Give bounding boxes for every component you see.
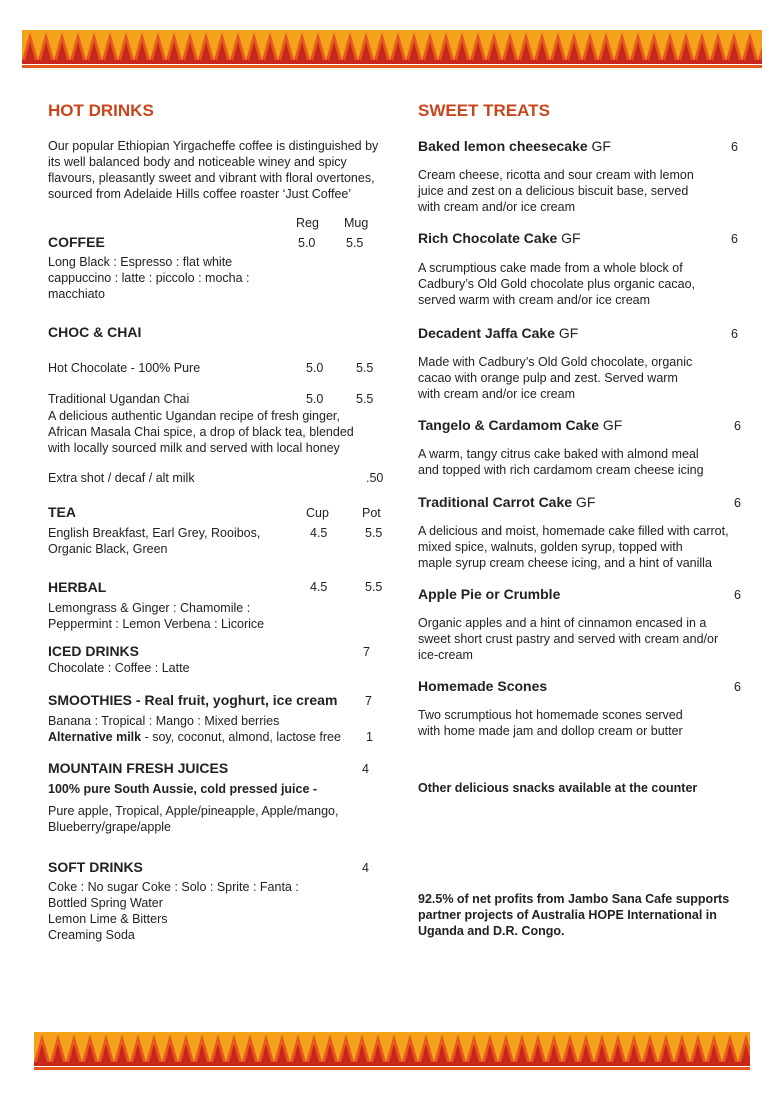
sweet-item-title: Apple Pie or Crumble	[418, 586, 561, 602]
coffee-mug-price: 5.5	[346, 236, 364, 250]
hot-chocolate-reg-price: 5.0	[306, 361, 324, 375]
decorative-top-band	[22, 30, 762, 70]
juices-title: MOUNTAIN FRESH JUICES	[48, 760, 229, 776]
tea-pot-label: Pot	[362, 506, 381, 520]
chai-description: A delicious authentic Ugandan recipe of fresh ginger, African Masala Chai spice, a drop of black tea, blended with locally sourced milk and served with local honey	[48, 409, 354, 455]
chai-reg-price: 5.0	[306, 392, 324, 406]
sweet-item-title: Homemade Scones	[418, 678, 548, 694]
sweet-item-description: Made with Cadbury’s Old Gold chocolate, organic cacao with orange pulp and zest. Served warm with cream and/or ice cream	[418, 355, 693, 401]
sweet-item-price: 6	[731, 232, 738, 246]
juices-description: Pure apple, Tropical, Apple/pineapple, Apple/mango, Blueberry/grape/apple	[48, 804, 339, 834]
coffee-title: COFFEE	[48, 234, 105, 250]
herbal-title: HERBAL	[48, 579, 107, 595]
chai-mug-price: 5.5	[356, 392, 374, 406]
tea-title: TEA	[48, 504, 76, 520]
decorative-bottom-band	[34, 1032, 750, 1072]
soft-drinks-price: 4	[362, 861, 369, 875]
profits-note: 92.5% of net profits from Jambo Sana Cafe supports partner projects of Australia HOPE International in Uganda and D.R. Congo.	[418, 892, 730, 938]
size-mug-label: Mug	[344, 216, 369, 230]
iced-drinks-title: ICED DRINKS	[48, 643, 140, 659]
sweet-item-price: 6	[731, 327, 738, 341]
sweet-item-title: Decadent Jaffa Cake GF	[418, 325, 579, 341]
sweet-item-price: 6	[734, 419, 741, 433]
sweet-item-title: Baked lemon cheesecake GF	[418, 138, 611, 154]
hot-drinks-heading: HOT DRINKS	[48, 101, 154, 120]
alternative-milk-line: Alternative milk - soy, coconut, almond, lactose free	[48, 730, 341, 744]
size-reg-label: Reg	[296, 216, 319, 230]
snacks-note: Other delicious snacks available at the counter	[418, 781, 698, 795]
coffee-reg-price: 5.0	[298, 236, 316, 250]
sweet-treats-heading: SWEET TREATS	[418, 101, 550, 120]
sweet-item-description: Two scrumptious hot homemade scones served with home made jam and dollop cream or butter	[418, 708, 683, 738]
tea-cup-price: 4.5	[310, 526, 328, 540]
tea-pot-price: 5.5	[365, 526, 383, 540]
tea-description: English Breakfast, Earl Grey, Rooibos, Organic Black, Green	[48, 526, 261, 556]
smoothies-description: Banana : Tropical : Mango : Mixed berries	[48, 714, 280, 728]
sweet-item-price: 6	[734, 588, 741, 602]
sweet-item-description: Organic apples and a hint of cinnamon encased in a sweet short crust pastry and served with cream and/or ice-cream	[418, 616, 719, 662]
iced-drinks-description: Chocolate : Coffee : Latte	[48, 661, 190, 675]
alternative-milk-price: 1	[366, 730, 373, 744]
sweet-item-price: 6	[734, 496, 741, 510]
herbal-pot-price: 5.5	[365, 580, 383, 594]
extras-name: Extra shot / decaf / alt milk	[48, 471, 195, 485]
hot-chocolate-mug-price: 5.5	[356, 361, 374, 375]
choc-chai-title: CHOC & CHAI	[48, 324, 142, 340]
hot-chocolate-name: Hot Chocolate - 100% Pure	[48, 361, 201, 375]
chai-name: Traditional Ugandan Chai	[48, 392, 190, 406]
tea-cup-label: Cup	[306, 506, 329, 520]
sweet-item-description: A scrumptious cake made from a whole block of Cadbury’s Old Gold chocolate plus organic cacao, served warm with cream and/or ice cream	[418, 261, 696, 307]
sweet-item-description: Cream cheese, ricotta and sour cream with lemon juice and zest on a delicious biscuit base, served with cream and/or ice cream	[418, 168, 694, 214]
extras-price: .50	[366, 471, 384, 485]
iced-drinks-price: 7	[363, 645, 370, 659]
smoothies-price: 7	[365, 694, 372, 708]
sweet-item-title: Tangelo & Cardamom Cake GF	[418, 417, 623, 433]
sweet-item-price: 6	[734, 680, 741, 694]
smoothies-title: SMOOTHIES - Real fruit, yoghurt, ice cream	[48, 692, 338, 708]
herbal-cup-price: 4.5	[310, 580, 328, 594]
coffee-intro: Our popular Ethiopian Yirgacheffe coffee is distinguished by its well balanced body and noticeable winey and spicy flavours, pleasantly sweet and vibrant with floral overtones, sourced from Adelaide Hills coffee roaster ‘Just Coffee’	[48, 139, 379, 201]
sweet-item-title: Rich Chocolate Cake GF	[418, 230, 581, 246]
sweet-item-price: 6	[731, 140, 738, 154]
juices-subtitle: 100% pure South Aussie, cold pressed juice -	[48, 782, 318, 796]
sweet-item-title: Traditional Carrot Cake GF	[418, 494, 596, 510]
herbal-description: Lemongrass & Ginger : Chamomile : Peppermint : Lemon Verbena : Licorice	[48, 601, 265, 631]
soft-drinks-title: SOFT DRINKS	[48, 859, 143, 875]
juices-price: 4	[362, 762, 369, 776]
coffee-description: Long Black : Espresso : flat white cappuccino : latte : piccolo : mocha : macchiato	[48, 255, 250, 301]
sweet-item-description: A delicious and moist, homemade cake filled with carrot, mixed spice, walnuts, golden syrup, topped with maple syrup cream cheese icing, and a hint of vanilla	[418, 524, 729, 570]
sweet-item-description: A warm, tangy citrus cake baked with almond meal and topped with rich cardamom cream cheese icing	[418, 447, 704, 477]
soft-drinks-description: Coke : No sugar Coke : Solo : Sprite : Fanta : Bottled Spring Water Lemon Lime & Bitters Creaming Soda	[48, 880, 299, 942]
